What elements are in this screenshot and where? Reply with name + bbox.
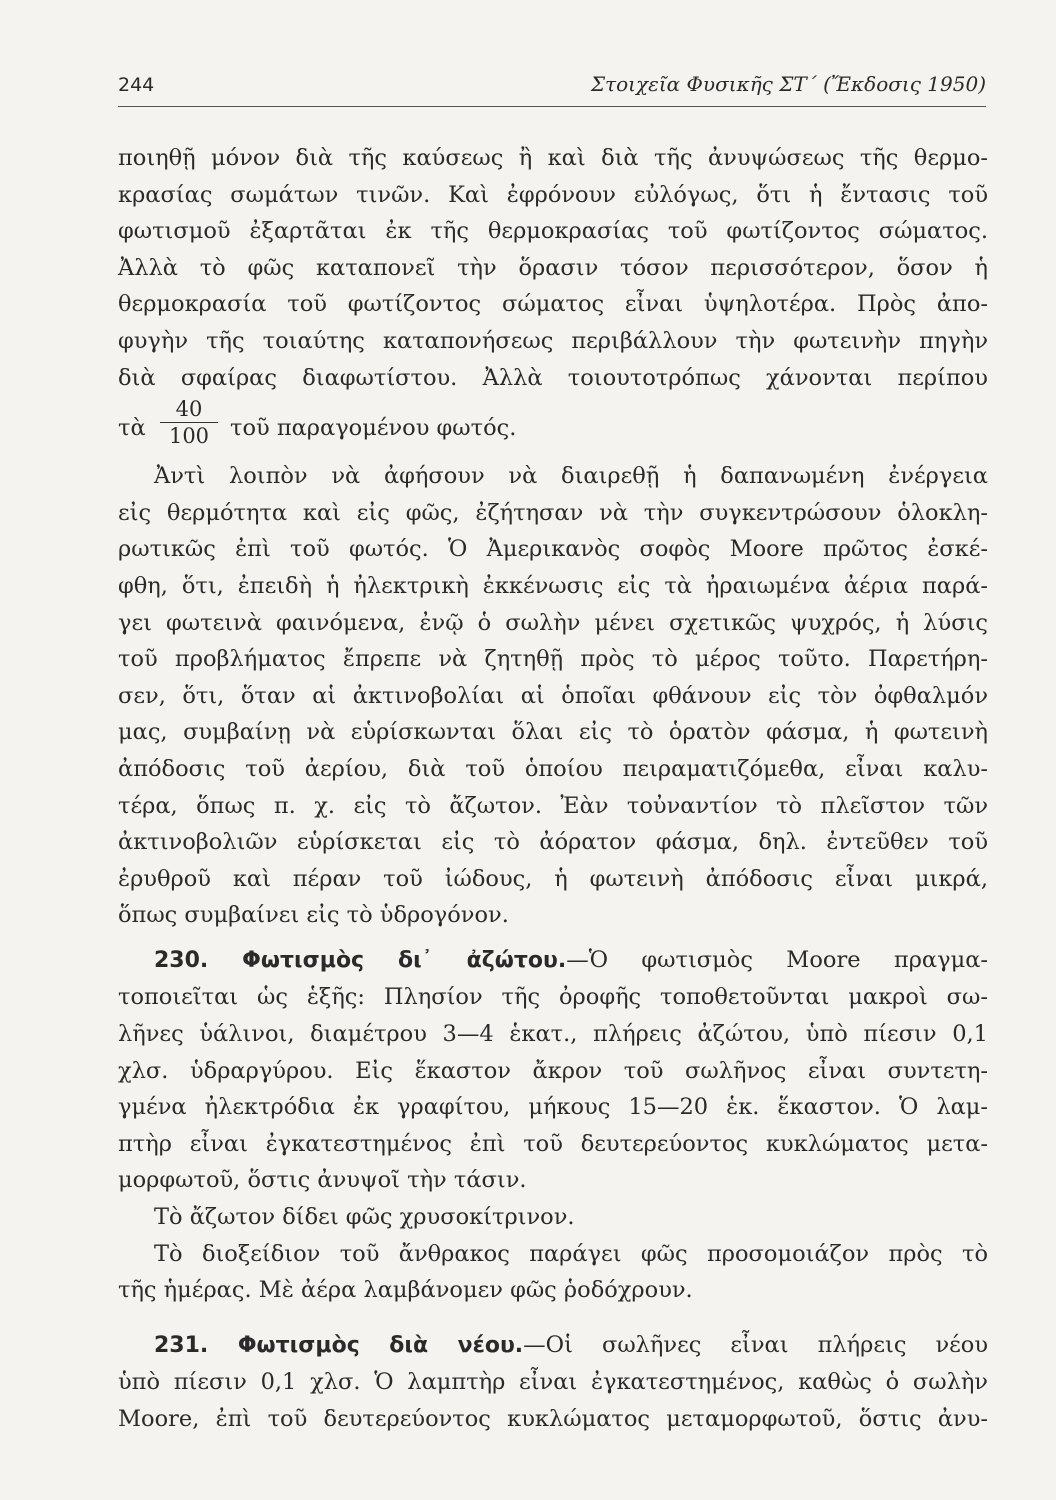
- text-line: σεν, ὅτι, ὅταν αἱ ἀκτινοβολίαι αἱ ὁποῖαι φθάνουν εἰς τὸν ὀφθαλμόν: [118, 682, 988, 709]
- text-line: φθη, ὅτι, ἐπειδὴ ἡ ἠλεκτρικὴ ἐκκένωσις εἰς τὰ ἠραιωμένα ἀέρια παρά-: [118, 572, 988, 599]
- text-line: τῆς ἡμέρας. Μὲ ἀέρα λαμβάνομεν φῶς ῥοδόχρουν.: [118, 1277, 693, 1304]
- page-number: 244: [118, 74, 155, 96]
- text-line: θερμοκρασία τοῦ φωτίζοντος σώματος εἶναι ὑψηλοτέρα. Πρὸς ἀπο-: [118, 291, 988, 318]
- section-231-first-line-rest: —Οἱ σωλῆνες εἶναι πλήρεις νέου: [523, 1331, 989, 1358]
- section-231-heading: 231. Φωτισμὸς διὰ νέου.: [154, 1332, 524, 1358]
- section-231: [118, 1327, 988, 1438]
- text-line: Ἀντὶ λοιπὸν νὰ ἀφήσουν νὰ διαιρεθῇ ἡ δαπανωμένη ἐνέργεια: [154, 463, 988, 490]
- section-230-paragraph-3: [118, 1236, 988, 1309]
- text-line: ὑπὸ πίεσιν 0,1 χλσ. Ὁ λαμπτὴρ εἶναι ἐγκατεστημένος, καθὼς ὁ σωλὴν: [118, 1369, 988, 1396]
- text-line: τοποιεῖται ὡς ἑξῆς: Πλησίον τῆς ὀροφῆς τοποθετοῦνται μακροὶ σω-: [118, 984, 988, 1011]
- fraction-line: [118, 396, 988, 458]
- section-230-heading: 230. Φωτισμὸς δι᾿ ἀζώτου.: [154, 947, 567, 973]
- section-230-first-line-rest: —Ὁ φωτισμὸς Moore πραγμα-: [566, 946, 988, 973]
- text-line: εἰς θερμότητα καὶ εἰς φῶς, ἐζήτησαν νὰ τὴν συγκεντρώσουν ὁλοκλη-: [118, 499, 988, 526]
- text-line: Ἀλλὰ τὸ φῶς καταπονεῖ τὴν ὅρασιν τόσον περισσότερον, ὅσον ἡ: [118, 254, 988, 281]
- page-header: [118, 72, 986, 107]
- section-230-paragraph-2: [118, 1199, 988, 1236]
- text-line: γμένα ἠλεκτρόδια ἐκ γραφίτου, μήκους 15—20 ἑκ. ἕκαστον. Ὁ λαμ-: [118, 1094, 988, 1121]
- text-line: τέρα, ὅπως π. χ. εἰς τὸ ἄζωτον. Ἐὰν τοὐναντίον τὸ πλεῖστον τῶν: [118, 792, 988, 819]
- section-230: [118, 942, 988, 1199]
- running-title: Στοιχεῖα Φυσικῆς ΣΤ΄ (Ἔκδοσις 1950): [590, 72, 986, 96]
- fraction-prefix: τὰ: [118, 415, 146, 442]
- text-line: φυγὴν τῆς τοιαύτης καταπονήσεως περιβάλλουν τὴν φωτεινὴν πηγὴν: [118, 327, 988, 354]
- section-231-first-line: [118, 1327, 988, 1365]
- text-line: χλσ. ὑδραργύρου. Εἰς ἕκαστον ἄκρον τοῦ σωλῆνος εἶναι συντετη-: [118, 1057, 988, 1084]
- text-line: λῆνες ὑάλινοι, διαμέτρου 3—4 ἑκατ., πλήρεις ἀζώτου, ὑπὸ πίεσιν 0,1: [118, 1021, 988, 1048]
- text-line: ἐρυθροῦ καὶ πέραν τοῦ ἰώδους, ἡ φωτεινὴ ἀπόδοσις εἶναι μικρά,: [118, 865, 988, 892]
- paragraph-2: [118, 458, 988, 934]
- text-line: Moore, ἐπὶ τοῦ δευτερεύοντος κυκλώματος μεταμορφωτοῦ, ὅστις ἀνυ-: [118, 1406, 988, 1432]
- fraction-denominator: 100: [168, 424, 210, 449]
- fraction-suffix: τοῦ παραγομένου φωτός.: [230, 415, 517, 442]
- text-line: τοῦ προβλήματος ἔπρεπε νὰ ζητηθῇ πρὸς τὸ μέρος τοῦτο. Παρετήρη-: [118, 646, 988, 673]
- body-text: [118, 140, 988, 1438]
- paragraph-1: [118, 140, 988, 396]
- text-line: ἀπόδοσις τοῦ ἀερίου, διὰ τοῦ ὁποίου πειραματιζόμεθα, εἶναι καλυ-: [118, 755, 988, 782]
- text-line: Τὸ διοξείδιον τοῦ ἄνθρακος παράγει φῶς προσομοιάζον πρὸς τὸ: [154, 1240, 988, 1267]
- section-230-first-line: [118, 942, 988, 980]
- text-line: φωτισμοῦ ἐξαρτᾶται ἐκ τῆς θερμοκρασίας τοῦ φωτίζοντος σώματος.: [118, 218, 988, 245]
- text-line: ποιηθῇ μόνον διὰ τῆς καύσεως ἢ καὶ διὰ τῆς ἀνυψώσεως τῆς θερμο-: [118, 145, 988, 171]
- text-line: πτὴρ εἶναι ἐγκατεστημένος ἐπὶ τοῦ δευτερεύοντος κυκλώματος μετα-: [118, 1130, 988, 1157]
- text-line: ἀκτινοβολιῶν εὑρίσκεται εἰς τὸ ἀόρατον φάσμα, δηλ. ἐντεῦθεν τοῦ: [118, 829, 988, 856]
- text-line: διὰ σφαίρας διαφωτίστου. Ἀλλὰ τοιουτοτρόπως χάνονται περίπου: [118, 364, 988, 391]
- text-line: ὅπως συμβαίνει εἰς τὸ ὑδρογόνον.: [118, 902, 509, 929]
- fraction-numerator: 40: [160, 396, 218, 423]
- text-line: ρωτικῶς ἐπὶ τοῦ φωτός. Ὁ Ἀμερικανὸς σοφὸς Moore πρῶτος ἐσκέ-: [118, 536, 988, 563]
- text-line: μορφωτοῦ, ὅστις ἀνυψοῖ τὴν τάσιν.: [118, 1167, 527, 1194]
- text-line: Τὸ ἄζωτον δίδει φῶς χρυσοκίτρινον.: [154, 1204, 575, 1231]
- fraction: [160, 396, 218, 449]
- text-line: κρασίας σωμάτων τινῶν. Καὶ ἐφρόνουν εὐλόγως, ὅτι ἡ ἔντασις τοῦ: [118, 181, 988, 208]
- text-line: γει φωτεινὰ φαινόμενα, ἐνῷ ὁ σωλὴν μένει σχετικῶς ψυχρός, ἡ λύσις: [118, 609, 988, 636]
- text-line: μας, συμβαίνῃ νὰ εὑρίσκωνται ὅλαι εἰς τὸ ὁρατὸν φάσμα, ἡ φωτεινὴ: [118, 719, 988, 746]
